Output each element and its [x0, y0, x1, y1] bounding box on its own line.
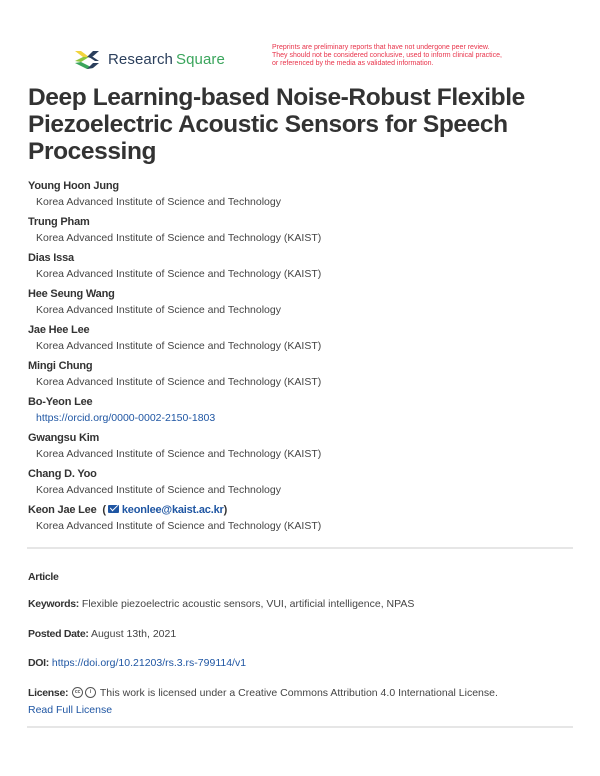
author-entry: [28, 396, 568, 425]
author-entry: [28, 216, 568, 245]
logo-wordmark: [108, 49, 225, 71]
author-name: Jae Hee Lee: [28, 324, 90, 336]
author-entry: [28, 180, 568, 209]
research-square-logo-icon: [73, 49, 101, 71]
author-affiliation: Korea Advanced Institute of Science and Technology (KAIST): [36, 376, 322, 388]
author-name: Dias Issa: [28, 252, 74, 264]
doi-label: DOI:: [28, 657, 49, 669]
read-full-license-link[interactable]: Read Full License: [28, 704, 113, 716]
author-entry: [28, 432, 568, 461]
author-name: Gwangsu Kim: [28, 432, 100, 444]
author-entry: [28, 252, 568, 281]
title-line: Piezoelectric Acoustic Sensors for Speech: [28, 111, 508, 138]
author-affiliation: Korea Advanced Institute of Science and Technology (KAIST): [36, 232, 322, 244]
author-affiliation: Korea Advanced Institute of Science and Technology: [36, 484, 281, 496]
posted-date-row: [28, 627, 578, 641]
author-name: Bo-Yeon Lee: [28, 396, 93, 408]
author-affiliation: Korea Advanced Institute of Science and Technology: [36, 304, 281, 316]
author-name: Trung Pham: [28, 216, 90, 228]
paper-title: [28, 84, 528, 165]
author-entry: [28, 324, 568, 353]
author-name: Hee Seung Wang: [28, 288, 115, 300]
page-header: [0, 0, 600, 80]
keywords-row: [28, 597, 578, 611]
author-affiliation: Korea Advanced Institute of Science and Technology (KAIST): [36, 340, 322, 352]
author-name: Chang D. Yoo: [28, 468, 97, 480]
keywords-label: Keywords:: [28, 598, 79, 610]
attribution-icon: i: [85, 687, 96, 698]
orcid-link[interactable]: https://orcid.org/0000-0002-2150-1803: [36, 412, 216, 424]
license-row: [28, 686, 578, 717]
doi-row: [28, 656, 578, 670]
research-square-logo[interactable]: [73, 49, 225, 71]
mail-icon: [108, 505, 119, 513]
author-list: [28, 180, 568, 540]
author-entry: [28, 504, 568, 533]
email-link[interactable]: keonlee@kaist.ac.kr: [121, 504, 224, 516]
article-type: Article: [28, 571, 59, 583]
creative-commons-icon: cc: [72, 687, 83, 698]
author-affiliation: Korea Advanced Institute of Science and Technology: [36, 196, 281, 208]
author-entry: [28, 360, 568, 389]
logo-word-research: Research: [108, 51, 173, 68]
title-line: Deep Learning-based Noise-Robust Flexible: [28, 84, 525, 111]
license-text: This work is licensed under a Creative Commons Attribution 4.0 International License.: [99, 687, 498, 699]
paren-open: (: [102, 504, 106, 516]
author-entry: [28, 468, 568, 497]
license-label: License:: [28, 687, 69, 699]
paren-close: ): [223, 504, 228, 516]
author-name: Young Hoon Jung: [28, 180, 119, 192]
notice-line: They should not be considered conclusive, used to inform clinical practice,: [272, 52, 502, 59]
corresponding-author-name: [28, 504, 568, 517]
section-divider: [27, 547, 573, 549]
logo-word-square: Square: [176, 51, 225, 68]
posted-date-value: August 13th, 2021: [90, 628, 177, 640]
section-divider: [27, 726, 573, 728]
author-entry: [28, 288, 568, 317]
author-affiliation: Korea Advanced Institute of Science and Technology (KAIST): [36, 268, 322, 280]
author-name: Mingi Chung: [28, 360, 93, 372]
author-affiliation: Korea Advanced Institute of Science and Technology (KAIST): [36, 448, 322, 460]
title-line: Processing: [28, 138, 157, 165]
author-name-text: Keon Jae Lee: [28, 504, 97, 516]
posted-date-label: Posted Date:: [28, 628, 89, 640]
doi-link[interactable]: https://doi.org/10.21203/rs.3.rs-799114/v1: [51, 657, 247, 669]
notice-line: or referenced by the media as validated information.: [272, 60, 434, 67]
preprint-notice: [272, 44, 542, 68]
keywords-value: Flexible piezoelectric acoustic sensors, VUI, artificial intelligence, NPAS: [81, 598, 415, 610]
notice-line: Preprints are preliminary reports that have not undergone peer review.: [272, 44, 490, 51]
author-affiliation: Korea Advanced Institute of Science and Technology (KAIST): [36, 520, 322, 532]
